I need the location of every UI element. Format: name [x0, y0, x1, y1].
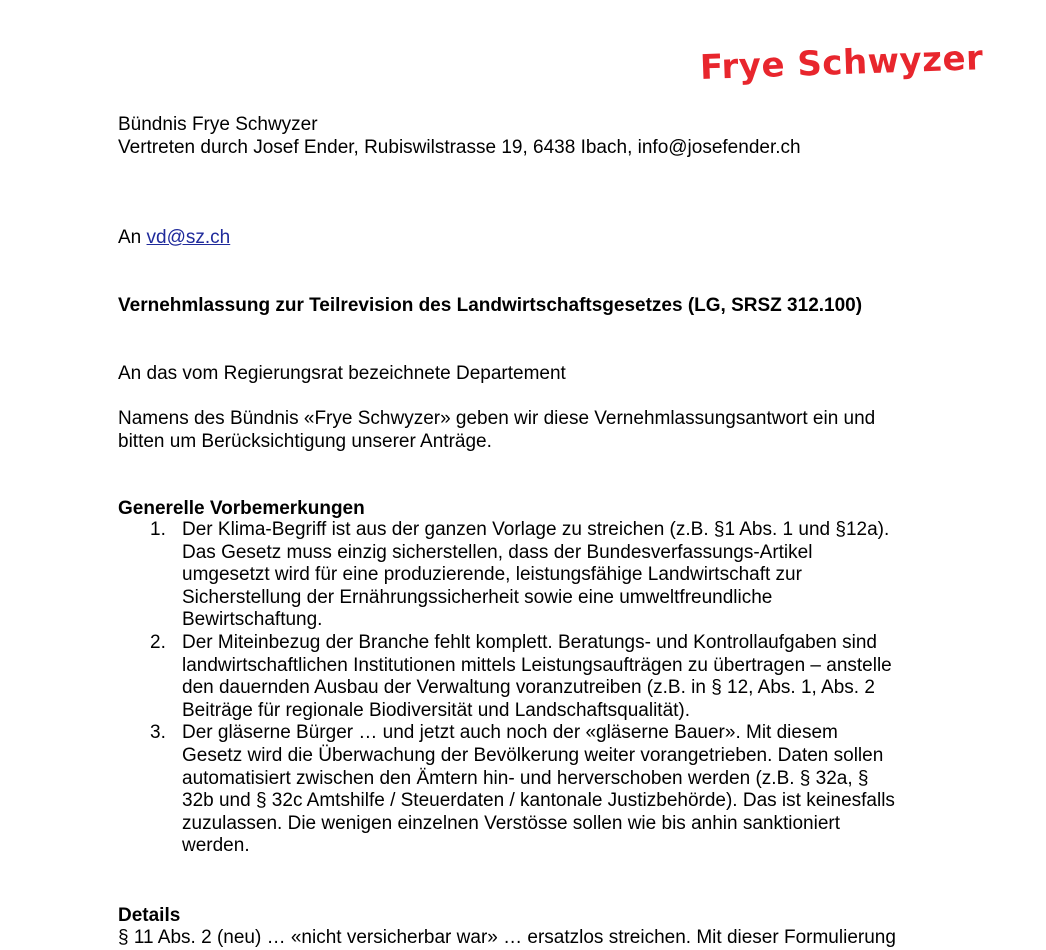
intro-line-2: bitten um Berücksichtigung unserer Anträge. [118, 431, 492, 452]
remark-line: 32b und § 32c Amtshilfe / Steuerdaten / kantonale Justizbehörde). Das ist keinesfalls [182, 790, 895, 812]
recipient-line [118, 227, 230, 250]
remark-item-3 [118, 722, 938, 858]
remark-item-2 [118, 632, 938, 722]
remark-line: Gesetz wird die Überwachung der Bevölkerung weiter vorangetrieben. Daten sollen [182, 744, 884, 766]
salutation: An das vom Regierungsrat bezeichnete Departement [118, 363, 566, 384]
remark-line: Sicherstellung der Ernährungssicherheit sowie eine umweltfreundliche [182, 586, 773, 608]
sender-name: Bündnis Frye Schwyzer [118, 114, 318, 135]
remark-number: 2. [150, 631, 166, 653]
intro-line-1: Namens des Bündnis «Frye Schwyzer» geben wir diese Vernehmlassungsantwort ein und [118, 408, 876, 429]
remark-line: Der gläserne Bürger … und jetzt auch noch der «gläserne Bauer». Mit diesem [182, 722, 838, 744]
remark-number: 3. [150, 722, 166, 744]
recipient-email-link[interactable]: vd@sz.ch [146, 227, 231, 248]
remark-line: Das Gesetz muss einzig sicherstellen, dass der Bundesverfassungs-Artikel [182, 541, 813, 563]
general-remarks-list [118, 519, 938, 858]
remark-line: werden. [182, 835, 250, 857]
remark-line: Der Miteinbezug der Branche fehlt komplett. Beratungs- und Kontrollaufgaben sind [182, 631, 877, 653]
sender-address: Vertreten durch Josef Ender, Rubiswilstrasse 19, 6438 Ibach, info@josefender.ch [118, 137, 801, 158]
remark-item-1 [118, 519, 938, 632]
recipient-prefix: An [118, 227, 147, 248]
remark-number: 1. [150, 519, 166, 540]
remark-line: automatisiert zwischen den Ämtern hin- und herverschoben werden (z.B. § 32a, § [182, 767, 869, 789]
remark-line: Bewirtschaftung. [182, 609, 323, 631]
subject-heading: Vernehmlassung zur Teilrevision des Landwirtschaftsgesetzes (LG, SRSZ 312.100) [118, 295, 863, 316]
details-first-line: § 11 Abs. 2 (neu) … «nicht versicherbar war» … ersatzlos streichen. Mit dieser Formulierung [118, 927, 896, 948]
remark-line: zuzulassen. Die wenigen einzelnen Verstösse sollen wie bis anhin sanktioniert [182, 812, 840, 834]
remark-line: Der Klima-Begriff ist aus der ganzen Vorlage zu streichen (z.B. §1 Abs. 1 und §12a). [182, 519, 890, 540]
remark-line: Beiträge für regionale Biodiversität und Landschaftsqualität). [182, 699, 691, 721]
details-heading: Details [118, 905, 181, 926]
remark-line: den dauernden Ausbau der Verwaltung voranzutreiben (z.B. in § 12, Abs. 1, Abs. 2 [182, 677, 875, 699]
general-remarks-heading: Generelle Vorbemerkungen [118, 498, 365, 519]
remark-line: umgesetzt wird für eine produzierende, leistungsfähige Landwirtschaft zur [182, 564, 802, 586]
logo: Frye Schwyzer [699, 38, 984, 88]
remark-line: landwirtschaftlichen Institutionen mittels Leistungsaufträgen zu übertragen – anstelle [182, 654, 892, 676]
